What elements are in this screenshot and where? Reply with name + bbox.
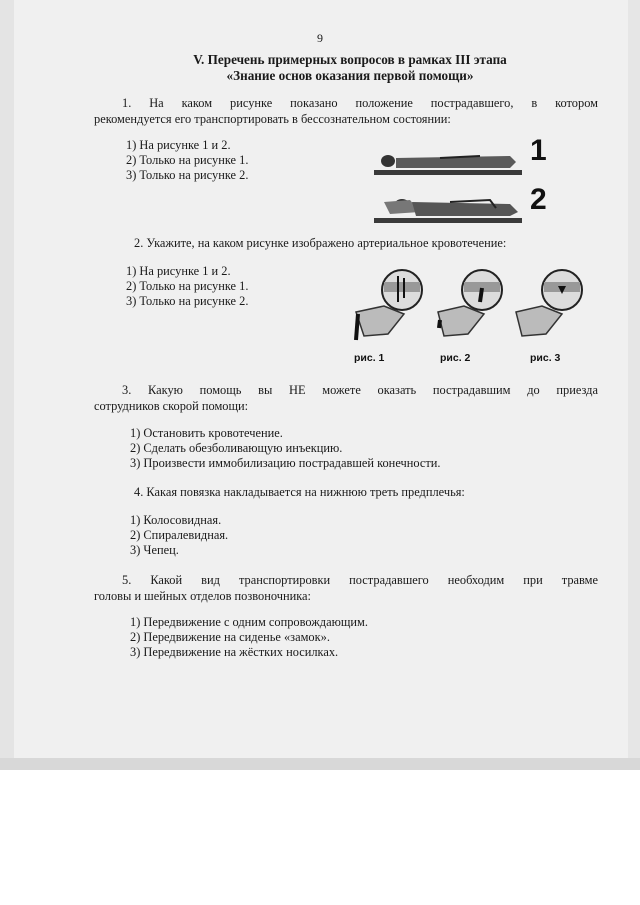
question-1-option: 2) Только на рисунке 1. xyxy=(126,153,249,167)
question-4-option: 3) Чепец. xyxy=(130,543,179,557)
question-2-text: 2. Укажите, на каком рисунке изображено артериальное кровотечение: xyxy=(134,236,507,250)
figure-caption-2: рис. 2 xyxy=(440,352,471,364)
bleeding-figure xyxy=(344,268,590,364)
question-5-text: 5. Какой вид транспортировки пострадавшего необходим при травме xyxy=(122,573,598,587)
page-number: 9 xyxy=(317,31,323,45)
section-title: V. Перечень примерных вопросов в рамках III этапа xyxy=(193,52,507,67)
ground-2 xyxy=(374,218,522,223)
question-4-text: 4. Какая повязка накладывается на нижнюю треть предплечья: xyxy=(134,485,465,499)
question-2-option: 1) На рисунке 1 и 2. xyxy=(126,264,231,278)
question-3-option: 2) Сделать обезболивающую инъекцию. xyxy=(130,441,343,455)
question-2-option: 3) Только на рисунке 2. xyxy=(126,294,249,308)
question-5-option: 1) Передвижение с одним сопровождающим. xyxy=(130,615,368,629)
question-1-text-cont: рекомендуется его транспортировать в бессознательном состоянии: xyxy=(94,112,451,126)
head-1 xyxy=(381,155,395,167)
figure-caption-1: рис. 1 xyxy=(354,352,385,364)
bleeding-panel-2 xyxy=(438,270,502,336)
question-3-text-cont: сотрудников скорой помощи: xyxy=(94,399,249,413)
figure-number-2: 2 xyxy=(530,183,547,216)
scan-edge xyxy=(0,0,14,770)
question-2-option: 2) Только на рисунке 1. xyxy=(126,279,249,293)
body-2 xyxy=(412,202,518,216)
question-5-option: 2) Передвижение на сиденье «замок». xyxy=(130,630,330,644)
question-3-text: 3. Какую помощь вы НЕ можете оказать пострадавшим до приезда xyxy=(122,383,598,397)
section-subtitle: «Знание основ оказания первой помощи» xyxy=(226,68,474,83)
recovery-position-figure xyxy=(370,134,560,230)
question-4-option: 1) Колосовидная. xyxy=(130,513,222,527)
question-1-text: 1. На каком рисунке показано положение пострадавшего, в котором xyxy=(122,96,598,110)
question-1-option: 3) Только на рисунке 2. xyxy=(126,168,249,182)
figure-caption-3: рис. 3 xyxy=(530,352,561,364)
wound-illustrations xyxy=(344,268,590,348)
figure-number-1: 1 xyxy=(530,134,547,167)
bleeding-panel-3 xyxy=(516,270,582,336)
scan-edge xyxy=(628,0,640,770)
ground-1 xyxy=(374,170,522,175)
question-1-option: 1) На рисунке 1 и 2. xyxy=(126,138,231,152)
question-3-option: 3) Произвести иммобилизацию пострадавшей конечности. xyxy=(130,456,441,470)
question-4-option: 2) Спиралевидная. xyxy=(130,528,229,542)
bleeding-panel-1 xyxy=(356,270,422,340)
question-5-option: 3) Передвижение на жёстких носилках. xyxy=(130,645,339,659)
question-3-option: 1) Остановить кровотечение. xyxy=(130,426,283,440)
scan-edge xyxy=(0,758,640,770)
question-5-text-cont: головы и шейных отделов позвоночника: xyxy=(94,589,311,603)
